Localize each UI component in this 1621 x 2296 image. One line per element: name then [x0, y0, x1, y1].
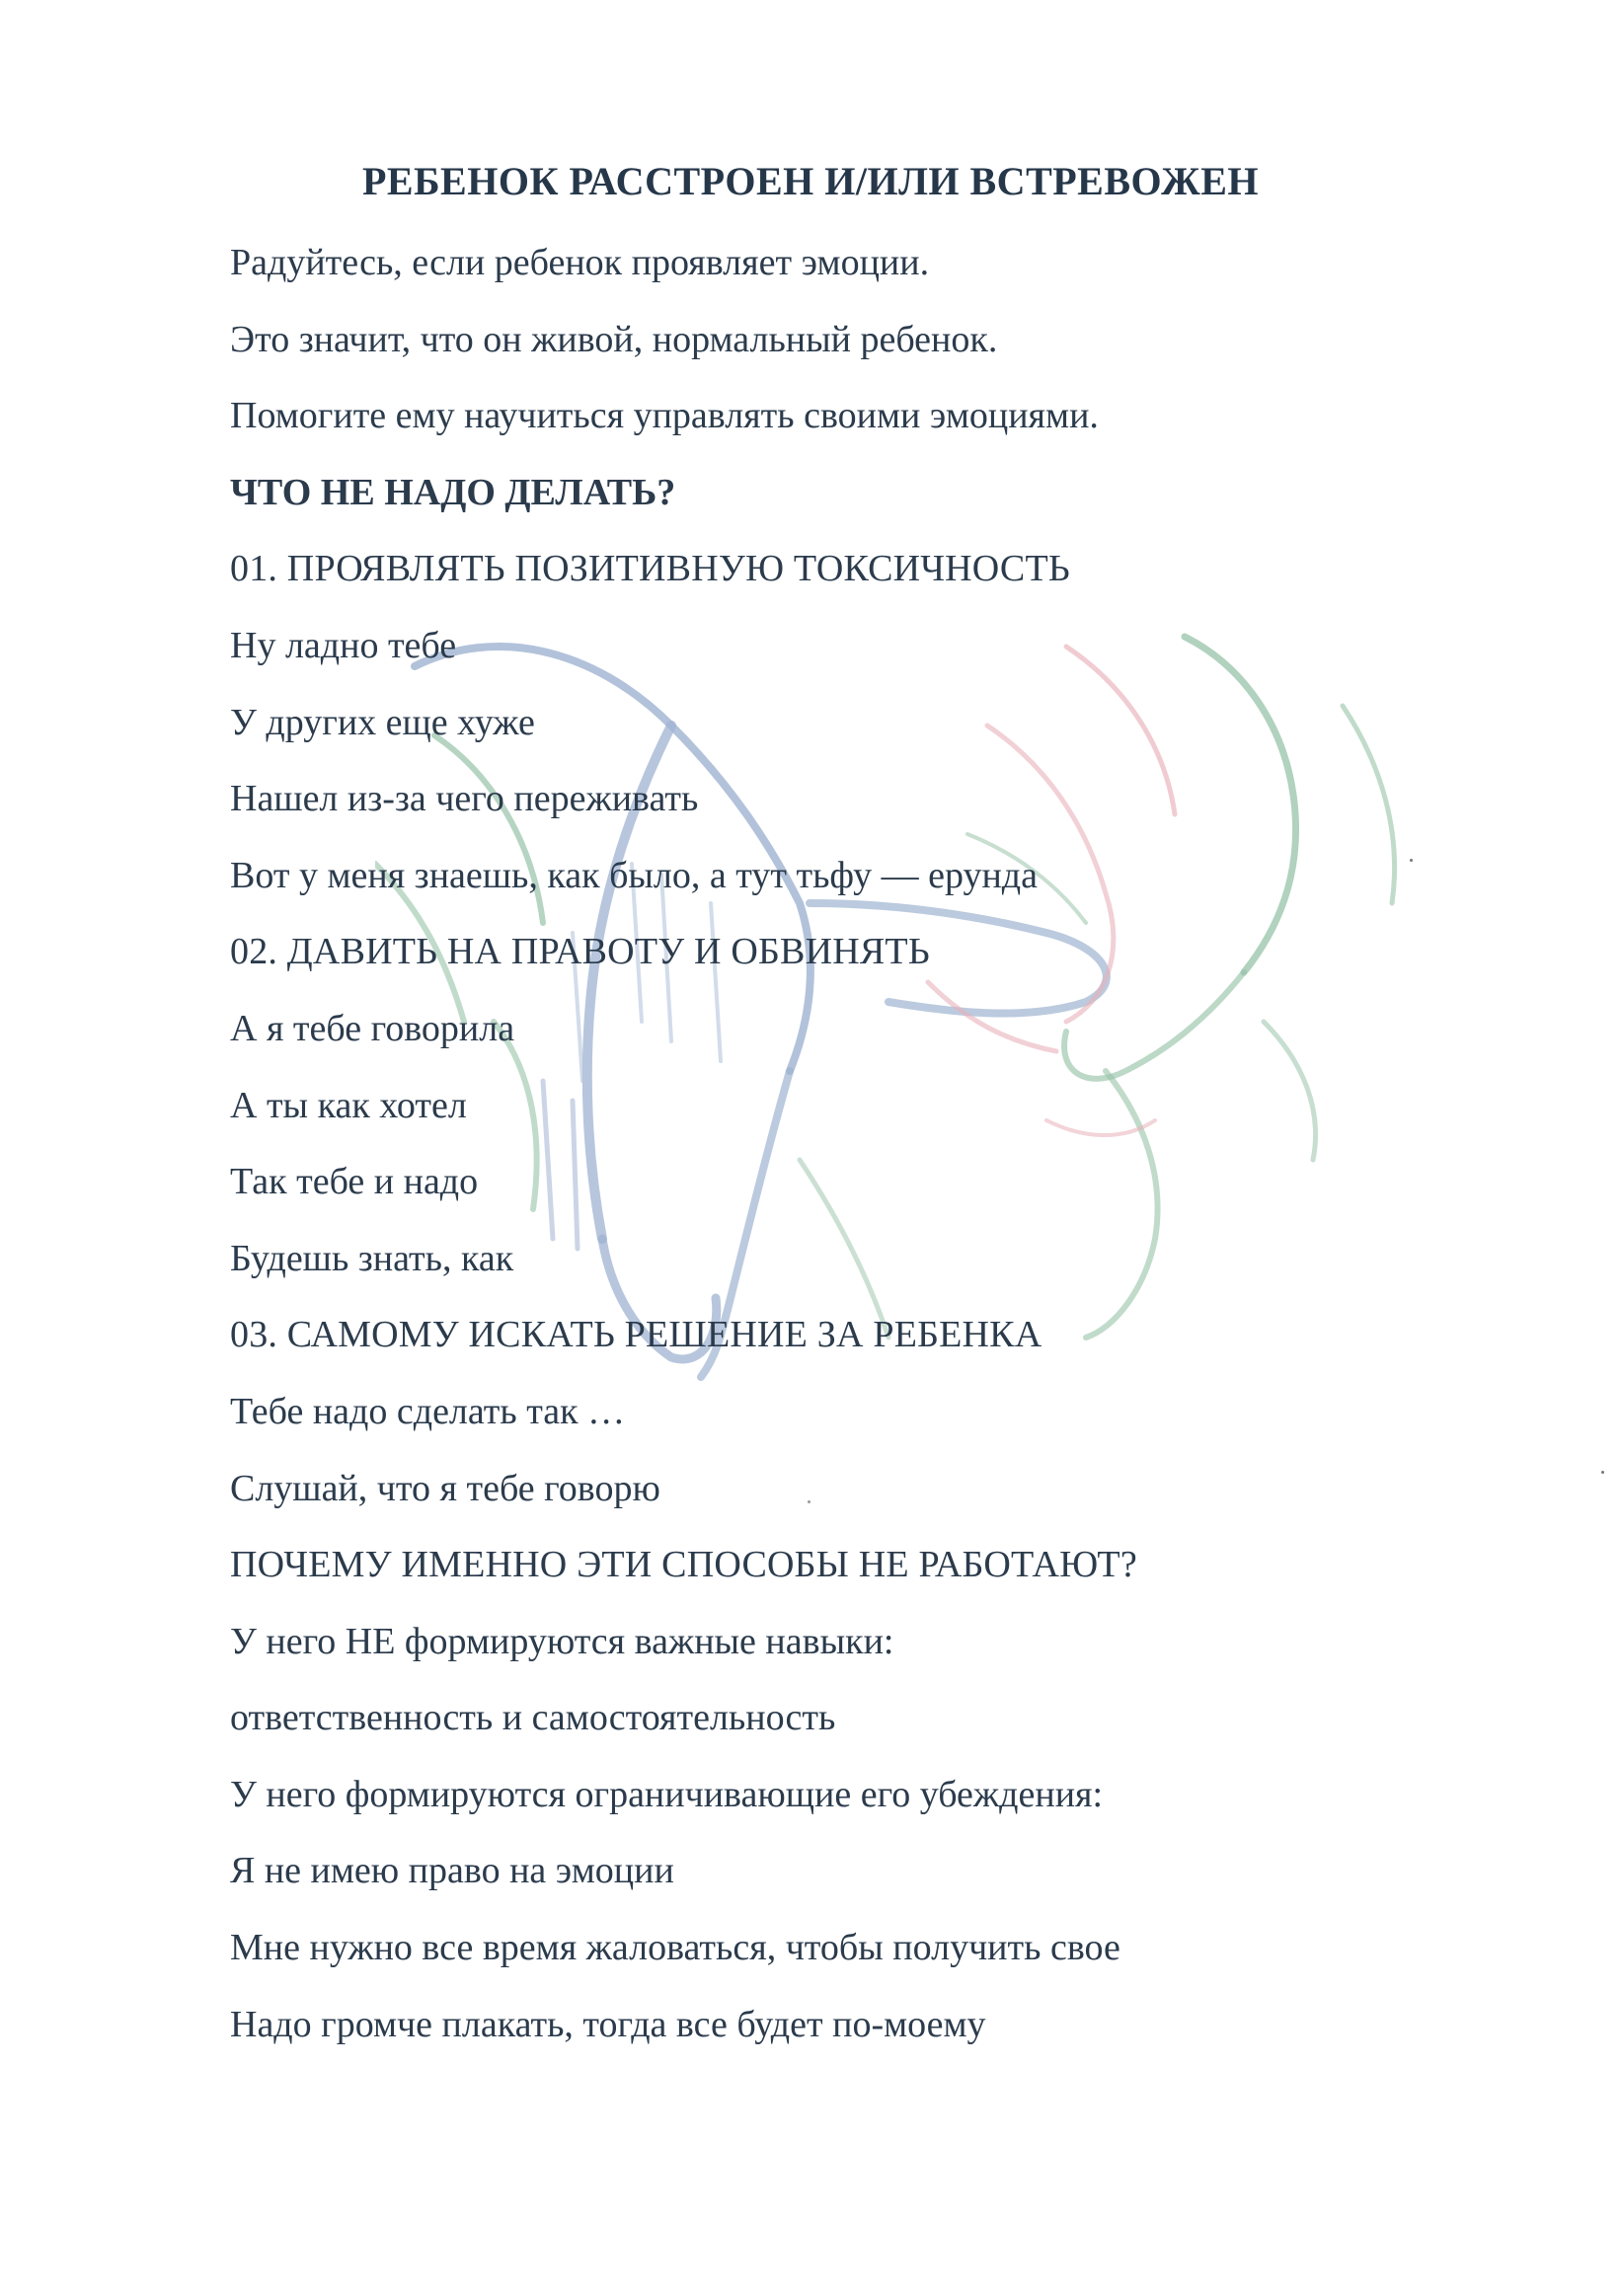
- example-line: Так тебе и надо: [230, 1161, 479, 1203]
- example-line: У других еще хуже: [230, 701, 535, 743]
- example-line: Слушай, что я тебе говорю: [230, 1467, 660, 1509]
- example-line: Вот у меня знаешь, как было, а тут тьфу — ерунда: [230, 854, 1038, 896]
- example-line: Нашел из-за чего переживать: [230, 778, 699, 820]
- belief-line: Надо громче плакать, тогда все будет по-моему: [230, 2003, 986, 2045]
- item-heading-01: 01. ПРОЯВЛЯТЬ ПОЗИТИВНУЮ ТОКСИЧНОСТЬ: [230, 548, 1070, 590]
- scan-speck: [1601, 1471, 1604, 1474]
- section-heading-why: ПОЧЕМУ ИМЕННО ЭТИ СПОСОБЫ НЕ РАБОТАЮТ?: [230, 1544, 1137, 1586]
- example-line: Тебе надо сделать так …: [230, 1390, 626, 1432]
- example-line: А ты как хотел: [230, 1084, 467, 1126]
- example-line: Будешь знать, как: [230, 1237, 514, 1279]
- belief-line: Мне нужно все время жаловаться, чтобы получить свое: [230, 1927, 1120, 1969]
- intro-line-2: Это значит, что он живой, нормальный ребенок.: [230, 318, 998, 360]
- explanation-line: У него формируются ограничивающие его убеждения:: [230, 1773, 1104, 1815]
- example-line: Ну ладно тебе: [230, 624, 457, 666]
- explanation-line: ответственность и самостоятельность: [230, 1697, 836, 1739]
- item-heading-03: 03. САМОМУ ИСКАТЬ РЕШЕНИЕ ЗА РЕБЕНКА: [230, 1314, 1042, 1356]
- document-body: [230, 225, 1415, 2063]
- belief-line: Я не имею право на эмоции: [230, 1850, 674, 1892]
- document-title: РЕБЕНОК РАССТРОЕН И/ИЛИ ВСТРЕВОЖЕН: [362, 159, 1259, 203]
- intro-line-3: Помогите ему научиться управлять своими эмоциями.: [230, 395, 1099, 437]
- example-line: А я тебе говорила: [230, 1007, 515, 1049]
- intro-line-1: Радуйтесь, если ребенок проявляет эмоции.: [230, 242, 930, 283]
- section-heading-dont: ЧТО НЕ НАДО ДЕЛАТЬ?: [230, 471, 676, 513]
- explanation-line: У него НЕ формируются важные навыки:: [230, 1620, 894, 1662]
- item-heading-02: 02. ДАВИТЬ НА ПРАВОТУ И ОБВИНЯТЬ: [230, 931, 930, 973]
